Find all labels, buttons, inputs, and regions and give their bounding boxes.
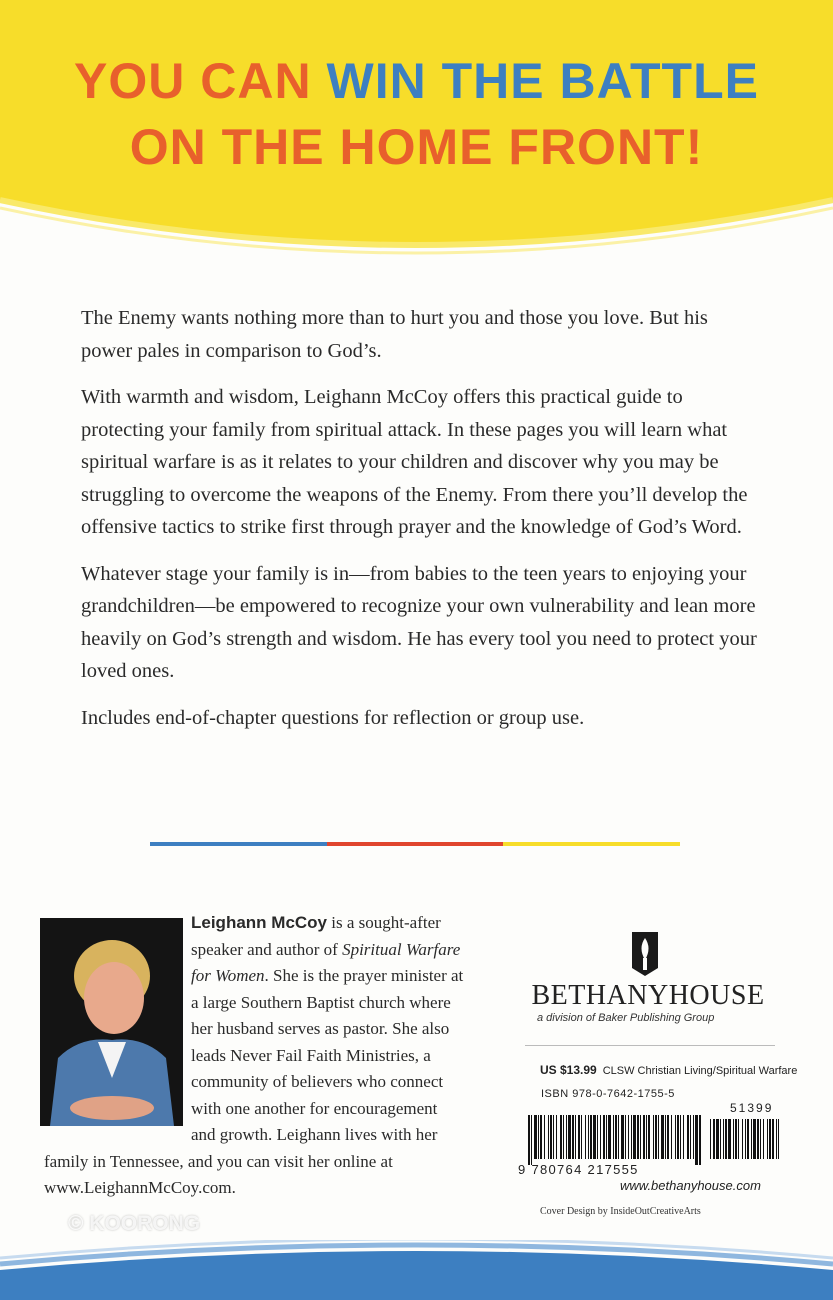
isbn: ISBN 978-0-7642-1755-5 (541, 1088, 675, 1100)
price-line (540, 1063, 797, 1077)
description-paragraph-2: With warmth and wisdom, Leighann McCoy offers this practical guide to protecting your family from spiritual attack. In these pages you will learn what spiritual warfare is as it relates to your children and discover why you may be struggling to overcome the weapons of the Enemy. From there you’ll develop the offensive tactics to strike first through prayer and the knowledge of God’s Word. (81, 386, 748, 538)
bethanyhouse-logo-icon (630, 930, 660, 978)
description-paragraph-3: Whatever stage your family is in—from babies to the teen years to enjoying your grandchildren—be empowered to recognize your own vulnerability and lean more heavily on God’s strength and wisdom. He has every tool you need to protect your loved ones. (81, 562, 757, 682)
separator (525, 1045, 775, 1046)
publisher-name: BETHANYHOUSE (531, 980, 765, 1011)
description (81, 302, 761, 748)
price: US $13.99 (540, 1063, 597, 1077)
cover-design-credit: Cover Design by InsideOutCreativeArts (540, 1206, 701, 1217)
watermark: © KOORONG (68, 1212, 201, 1235)
price-code: 51399 (730, 1101, 774, 1115)
headline (0, 48, 833, 180)
bio-text-1: is a sought-after speaker and author of (191, 913, 441, 959)
description-paragraph-1: The Enemy wants nothing more than to hurt you and those you love. But his power pales in comparison to God’s. (81, 307, 708, 362)
category: CLSW Christian Living/Spiritual Warfare (602, 1065, 798, 1077)
headline-line-2: ON THE HOME FRONT! (129, 119, 704, 175)
barcode-digits: 9 780764 217555 (518, 1162, 639, 1177)
publisher-division: a division of Baker Publishing Group (537, 1012, 715, 1024)
tricolor-divider (150, 842, 680, 846)
book-title: Spiritual Warfare for Women (191, 939, 461, 985)
author-bio (44, 910, 464, 1202)
description-paragraph-4: Includes end-of-chapter questions for reflection or group use. (81, 706, 585, 729)
bio-text-2: . She is the prayer minister at a large Southern Baptist church where her husband serves as pastor. She also leads Never Fail Faith Ministries, a community of believers who connect with one another for encouragement and growth. Leighann lives with her family in Tennessee, and you can visit her online at www.LeighannMcCoy.com. (44, 966, 464, 1197)
headline-line-1 (0, 48, 833, 114)
headline-part-1: YOU CAN (74, 53, 327, 109)
barcode (524, 1115, 786, 1165)
bottom-band (0, 1240, 833, 1300)
author-name: Leighann McCoy (191, 913, 328, 932)
headline-part-2: WIN THE BATTLE (326, 53, 759, 109)
publisher-website[interactable]: www.bethanyhouse.com (620, 1178, 761, 1193)
